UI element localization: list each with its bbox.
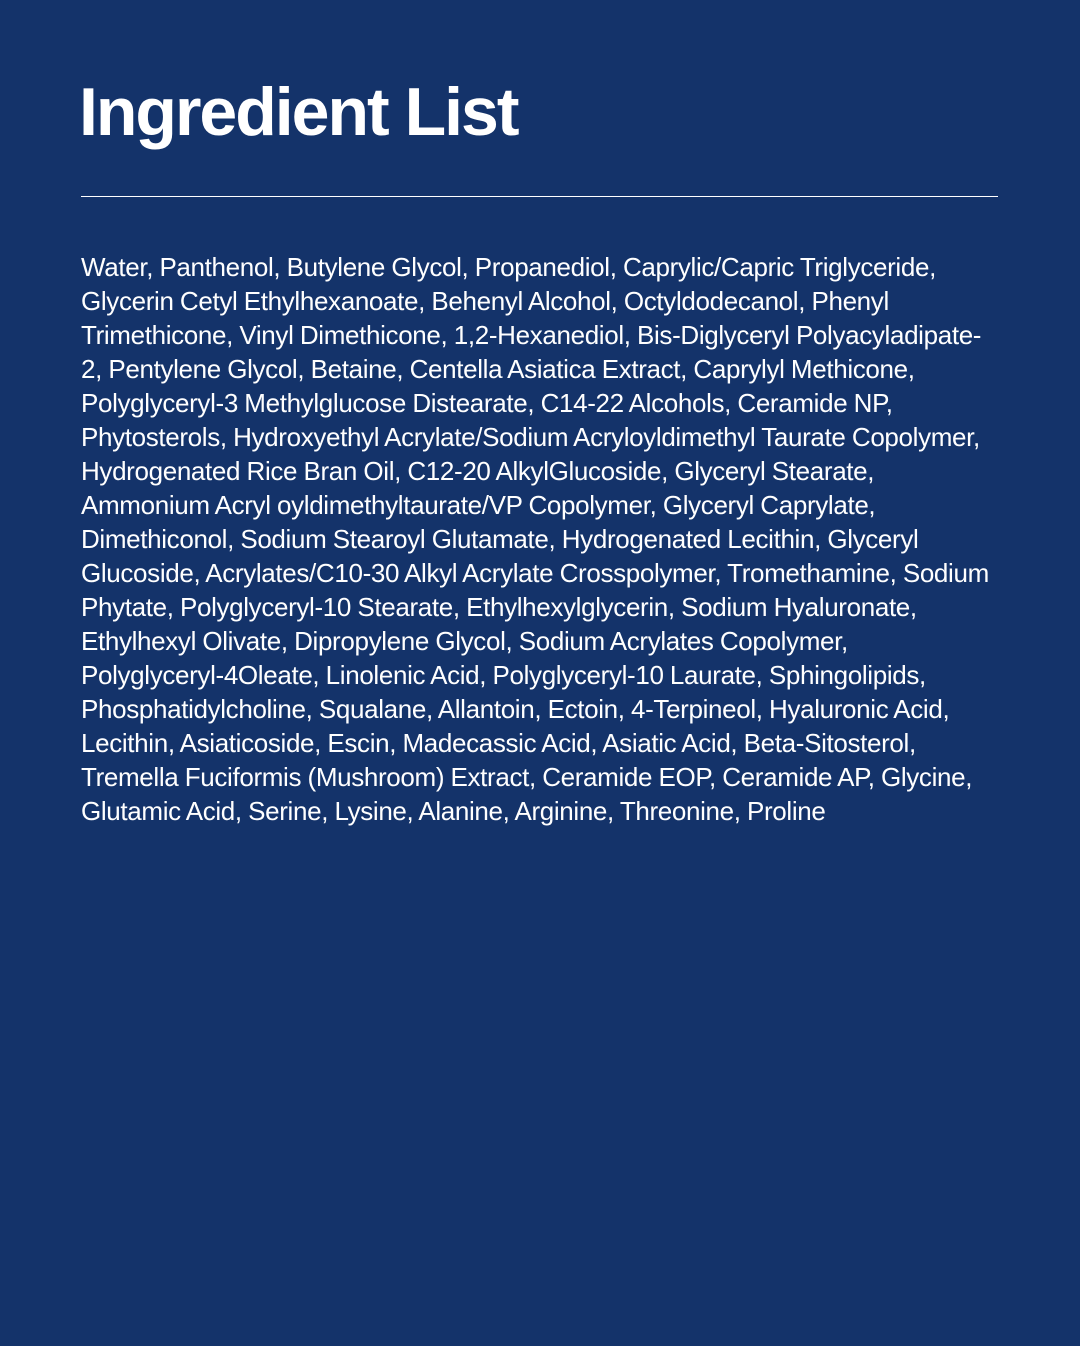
page-title: Ingredient List (79, 74, 518, 150)
ingredients-text: Water, Panthenol, Butylene Glycol, Propanediol, Caprylic/Capric Triglyceride, Glycerin Cetyl Ethylhexanoate, Behenyl Alcohol, Octyldodecanol, Phenyl Trimethicone, Vinyl Dimethicone, 1,2-Hexanediol, Bis-Diglyceryl Polyacyladipate-2, Pentylene Glycol, Betaine, Centella Asiatica Extract, Caprylyl Methicone, Polyglyceryl-3 Methylglucose Distearate, C14-22 Alcohols, Ceramide NP, Phytosterols, Hydroxyethyl Acrylate/Sodium Acryloyldimethyl Taurate Copolymer, Hydrogenated Rice Bran Oil, C12-20 AlkylGlucoside, Glyceryl Stearate, Ammonium Acryl oyldimethyltaurate/VP Copolymer, Glyceryl Caprylate, Dimethiconol, Sodium Stearoyl Glutamate, Hydrogenated Lecithin, Glyceryl Glucoside, Acrylates/C10-30 Alkyl Acrylate Crosspolymer, Tromethamine, Sodium Phytate, Polyglyceryl-10 Stearate, Ethylhexylglycerin, Sodium Hyaluronate, Ethylhexyl Olivate, Dipropylene Glycol, Sodium Acrylates Copolymer, Polyglyceryl-4Oleate, Linolenic Acid, Polyglyceryl-10 Laurate, Sphingolipids, Phosphatidylcholine, Squalane, Allantoin, Ectoin, 4-Terpineol, Hyaluronic Acid, Lecithin, Asiaticoside, Escin, Madecassic Acid, Asiatic Acid, Beta-Sitosterol, Tremella Fuciformis (Mushroom) Extract, Ceramide EOP, Ceramide AP, Glycine, Glutamic Acid, Serine, Lysine, Alanine, Arginine, Threonine, Proline (81, 252, 989, 826)
title-divider (81, 196, 998, 197)
